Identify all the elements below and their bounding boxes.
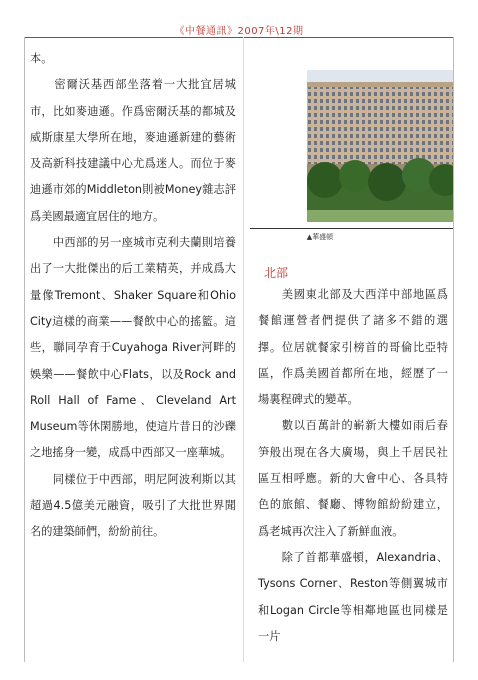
- building-illustration: [307, 70, 453, 222]
- left-paragraph-3: 中西部的另一座城市克利夫蘭則培養出了一大批傑出的后工業精英，并成爲大量像Tremont、Shaker Square和Ohio City這樣的商業——餐飲中心的搖籃。這些，聯同孕育于Cuyahoga River河畔的娛樂——餐飲中心Flats，以及Rock and Roll Hall of Fame、Cleveland Art Museum等休閑勝地，使這片昔日的沙礫之地搖身一變，成爲中西部又一座華城。: [30, 236, 236, 460]
- section-heading-north: 北部: [264, 266, 289, 280]
- washington-building-photo: [307, 70, 453, 222]
- column-divider: [243, 37, 244, 662]
- left-column: [30, 46, 236, 546]
- right-paragraph-1: 美國東北部及大西洋中部地區爲餐館運營者們提供了諸多不錯的選擇。位居就餐家引榜首的哥倫比亞特區，作爲美國首都所在地，經歷了一場裏程碑式的變革。: [258, 288, 448, 407]
- left-paragraph-4: 同樣位于中西部，明尼阿波利斯以其超過4.5億美元融資，吸引了大批世界聞名的建築師們，紛紛前往。: [30, 472, 236, 539]
- right-paragraph-3: 除了首都華盛頓，Alexandria、Tysons Corner、Reston等側翼城市和Logan Circle等相鄰地區也同樣是一片: [258, 550, 448, 643]
- left-paragraph-1: 本。: [30, 52, 53, 65]
- left-paragraph-2: 密爾沃基西部坐落着一大批宜居城市，比如麥迪遜。作爲密爾沃基的都城及威斯康星大學所在地，麥迪遜新建的藝術及高新科技建議中心尤爲迷人。而位于麥迪遜市郊的Middleton則被Money雜志評爲美國最適宜居住的地方。: [30, 78, 236, 223]
- caption-rule: [250, 228, 453, 229]
- page-frame-left: [24, 37, 25, 662]
- right-paragraph-2: 數以百萬計的嶄新大樓如雨后春笋般出現在各大廣場，與上千居民社區互相呼應。新的大會中心、各具特色的旅館、餐廳、博物館紛紛建立，爲老城再次注入了新鮮血液。: [258, 419, 448, 538]
- photo-caption: ▲華盛頓: [306, 233, 334, 241]
- header-rule: [24, 37, 454, 38]
- page-frame-right: [453, 37, 454, 662]
- right-column: [258, 282, 448, 650]
- journal-header: 《中餐通訊》2007年\12期: [174, 26, 304, 37]
